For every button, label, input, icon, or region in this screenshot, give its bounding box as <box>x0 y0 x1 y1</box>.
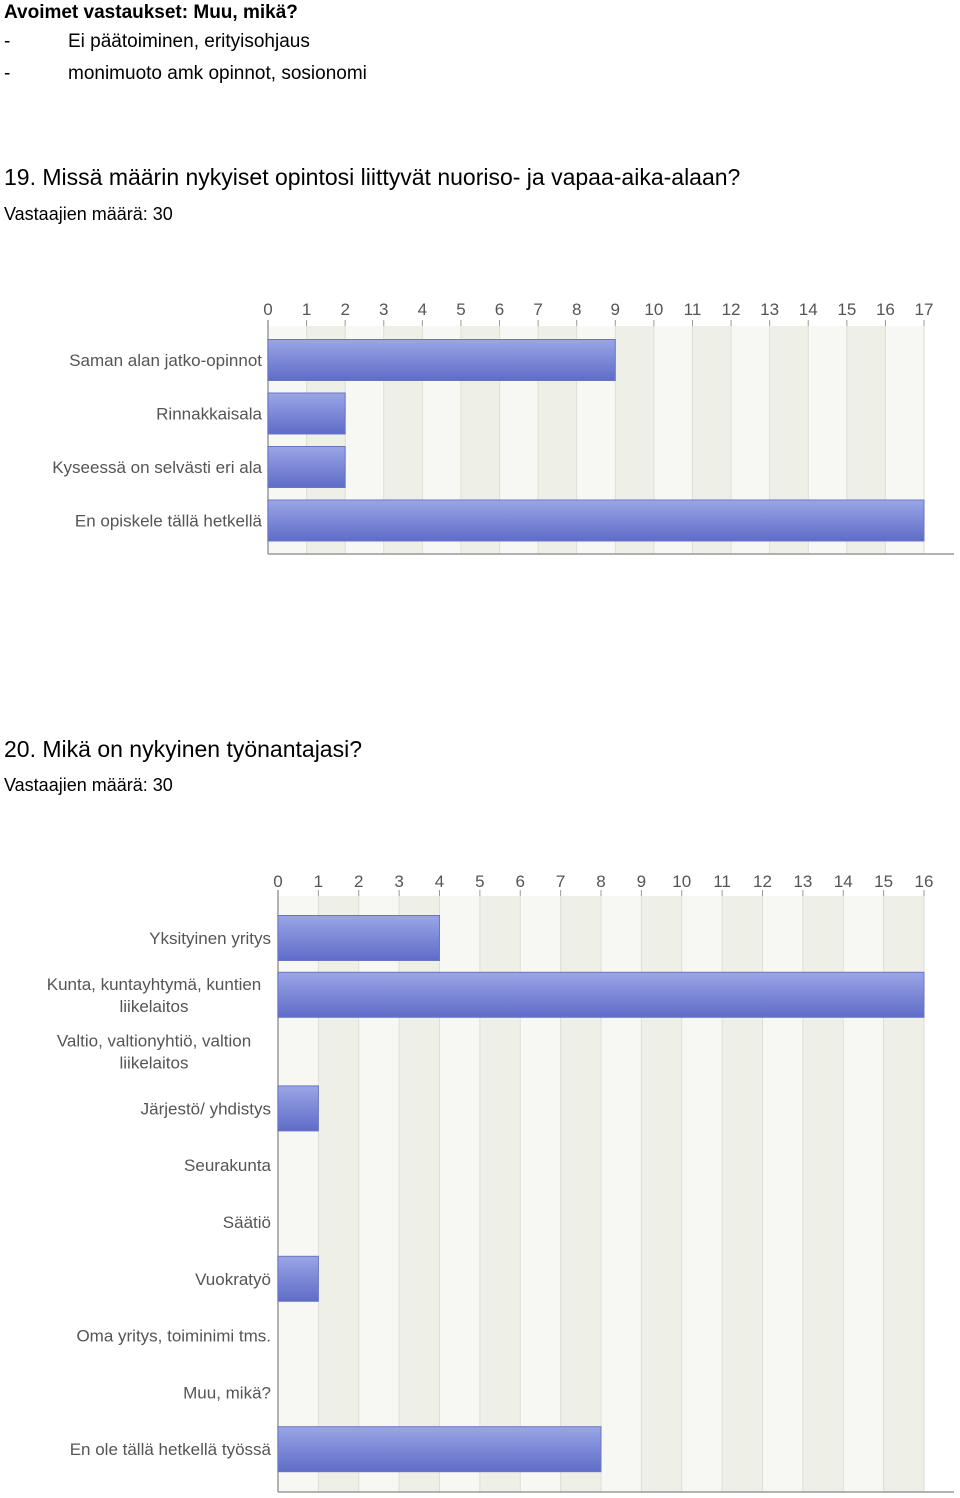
x-tick-label: 5 <box>456 300 466 319</box>
x-tick-label: 1 <box>313 872 324 891</box>
category-label: Vuokratyö <box>195 1269 271 1289</box>
x-tick-label: 15 <box>874 872 894 891</box>
x-tick-label: 0 <box>273 872 283 891</box>
x-tick-label: 2 <box>340 300 350 319</box>
x-tick-label: 12 <box>721 300 741 319</box>
x-tick-label: 10 <box>644 300 664 319</box>
category-label: Kyseessä on selvästi eri ala <box>52 458 262 477</box>
x-tick-label: 1 <box>301 300 312 319</box>
x-tick-label: 8 <box>571 300 582 319</box>
category-label: Seurakunta <box>184 1156 271 1176</box>
x-tick-label: 13 <box>760 300 780 319</box>
bar <box>278 972 924 1017</box>
x-tick-label: 7 <box>533 300 543 319</box>
category-label: Rinnakkaisala <box>156 404 262 424</box>
x-tick-label: 3 <box>394 872 404 891</box>
category-label: En opiskele tällä hetkellä <box>74 511 262 531</box>
category-label: Valtio, valtionyhtiö, valtion <box>56 1031 252 1051</box>
x-tick-label: 8 <box>596 872 606 891</box>
x-tick-label: 7 <box>555 872 566 891</box>
x-tick-label: 6 <box>494 300 505 319</box>
x-tick-label: 15 <box>837 300 857 319</box>
category-label: liikelaitos <box>119 1053 189 1073</box>
x-tick-label: 14 <box>798 300 818 319</box>
x-tick-label: 9 <box>636 872 647 891</box>
bar <box>278 1086 318 1131</box>
x-tick-label: 12 <box>753 872 772 891</box>
category-label: liikelaitos <box>119 996 189 1016</box>
open-answer-text: monimuoto amk opinnot, sosionomi <box>68 63 367 84</box>
bar <box>268 393 345 434</box>
bar <box>278 916 440 961</box>
x-tick-label: 11 <box>713 872 731 891</box>
category-label: Kunta, kuntayhtymä, kuntien <box>46 974 262 994</box>
question-20-respondent-count: Vastaajien määrä: 30 <box>4 775 173 795</box>
question-19-title: 19. Missä määrin nykyiset opintosi liittyvät nuoriso- ja vapaa-aika-alaan? <box>4 164 741 190</box>
bar <box>268 340 615 381</box>
x-tick-label: 0 <box>263 300 273 319</box>
bar <box>268 447 345 488</box>
x-tick-label: 3 <box>379 300 389 319</box>
open-answers-title: Avoimet vastaukset: Muu, mikä? <box>4 2 298 23</box>
question-19-bar-chart <box>0 290 960 560</box>
category-label: Saman alan jatko-opinnot <box>69 351 262 370</box>
x-tick-label: 17 <box>914 300 934 319</box>
category-label: En ole tällä hetkellä työssä <box>69 1440 271 1460</box>
open-answer-item <box>4 63 367 85</box>
x-tick-label: 14 <box>833 872 853 891</box>
x-tick-label: 10 <box>672 872 692 891</box>
category-label: Järjestö/ yhdistys <box>140 1099 271 1119</box>
bar <box>268 500 924 541</box>
x-tick-label: 4 <box>434 872 445 891</box>
x-tick-label: 9 <box>610 300 621 319</box>
x-tick-label: 5 <box>475 872 485 891</box>
list-dash: - <box>4 63 11 84</box>
x-tick-label: 13 <box>793 872 813 891</box>
x-tick-label: 16 <box>914 872 934 891</box>
category-label: Säätiö <box>222 1213 271 1232</box>
category-label: Oma yritys, toiminimi tms. <box>76 1326 271 1346</box>
question-19-respondent-count: Vastaajien määrä: 30 <box>4 204 173 224</box>
open-answer-item <box>4 31 310 53</box>
x-tick-label: 2 <box>354 872 364 891</box>
list-dash: - <box>4 31 11 52</box>
x-tick-label: 6 <box>515 872 525 891</box>
open-answer-text: Ei päätoiminen, erityisohjaus <box>68 31 310 52</box>
x-tick-label: 4 <box>417 300 428 319</box>
x-tick-label: 16 <box>875 300 895 319</box>
category-label: Muu, mikä? <box>183 1383 271 1403</box>
x-tick-label: 11 <box>683 300 702 319</box>
question-20-bar-chart <box>0 862 960 1494</box>
bar <box>278 1256 318 1301</box>
category-label: Yksityinen yritys <box>149 929 271 948</box>
bar <box>278 1427 601 1472</box>
question-20-title: 20. Mikä on nykyinen työnantajasi? <box>4 736 362 762</box>
